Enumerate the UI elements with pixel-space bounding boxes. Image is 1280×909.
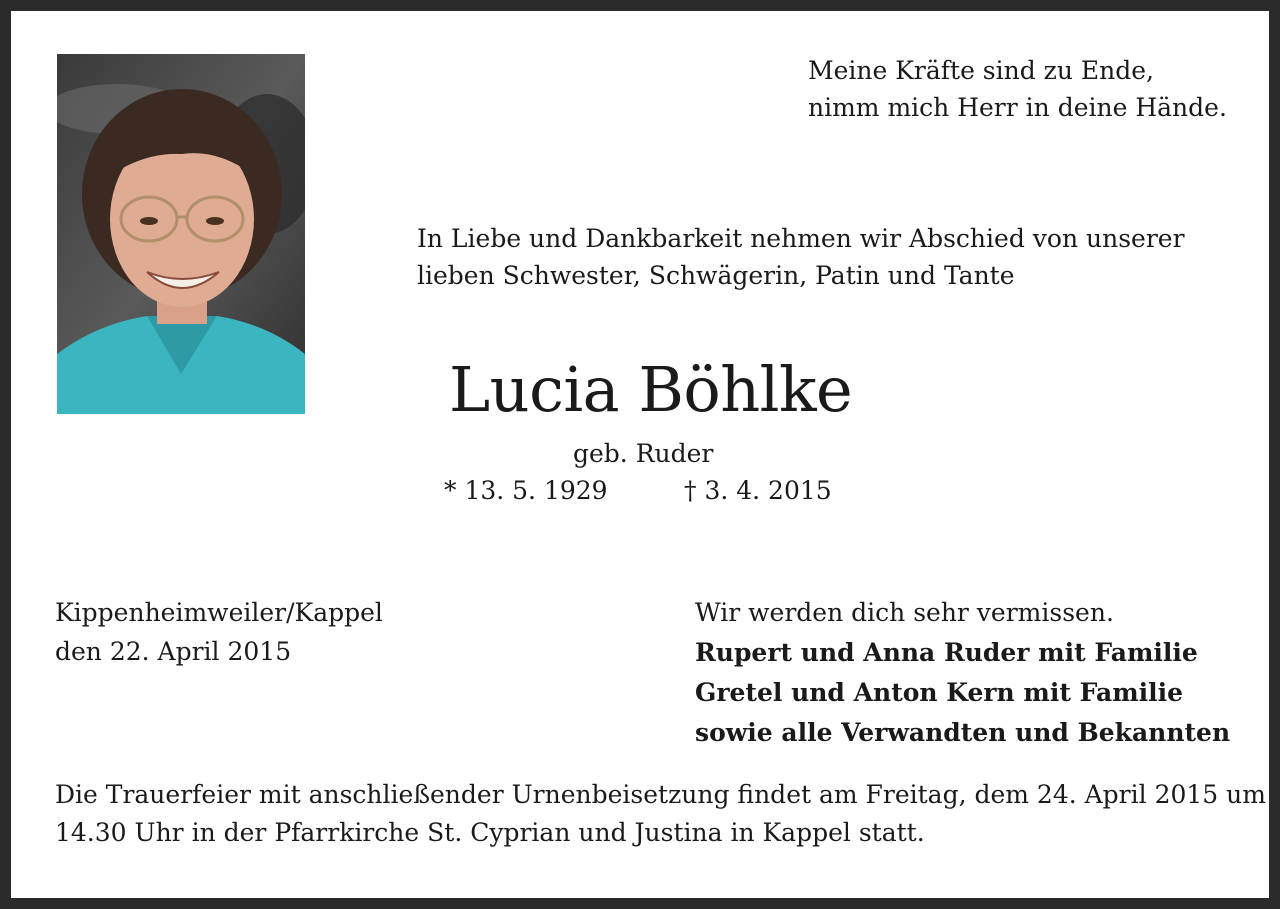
portrait-photo <box>57 54 305 414</box>
place-line: Kippenheimweiler/Kappel <box>55 598 383 627</box>
verse <box>808 52 1248 126</box>
place-and-date <box>55 593 555 671</box>
service-notice <box>55 776 1266 852</box>
life-dates <box>444 474 832 508</box>
verse-line: nimm mich Herr in deine Hände. <box>808 93 1227 122</box>
date-line: den 22. April 2015 <box>55 637 292 666</box>
intro-line: lieben Schwester, Schwägerin, Patin und Tante <box>417 261 1015 290</box>
death-date: † 3. 4. 2015 <box>684 476 832 505</box>
service-line: Die Trauerfeier mit anschließender Urnenbeisetzung findet am Freitag, dem 24. April 2015 um <box>55 780 1266 809</box>
service-line: 14.30 Uhr in der Pfarrkirche St. Cyprian und Justina in Kappel statt. <box>55 818 925 847</box>
mourner-name: sowie alle Verwandten und Bekannten <box>695 718 1231 747</box>
birth-date: * 13. 5. 1929 <box>444 476 608 505</box>
verse-line: Meine Kräfte sind zu Ende, <box>808 56 1154 85</box>
mourner-name: Rupert und Anna Ruder mit Familie <box>695 638 1198 667</box>
mourner-name: Gretel und Anton Kern mit Familie <box>695 678 1184 707</box>
intro-line: In Liebe und Dankbarkeit nehmen wir Abschied von unserer <box>417 224 1185 253</box>
farewell-statement: Wir werden dich sehr vermissen. <box>695 598 1114 627</box>
portrait-illustration <box>57 54 305 414</box>
intro-text <box>417 220 1237 294</box>
mourners-block <box>695 593 1255 753</box>
maiden-name: geb. Ruder <box>573 439 714 468</box>
deceased-name: Lucia Böhlke <box>449 353 853 426</box>
